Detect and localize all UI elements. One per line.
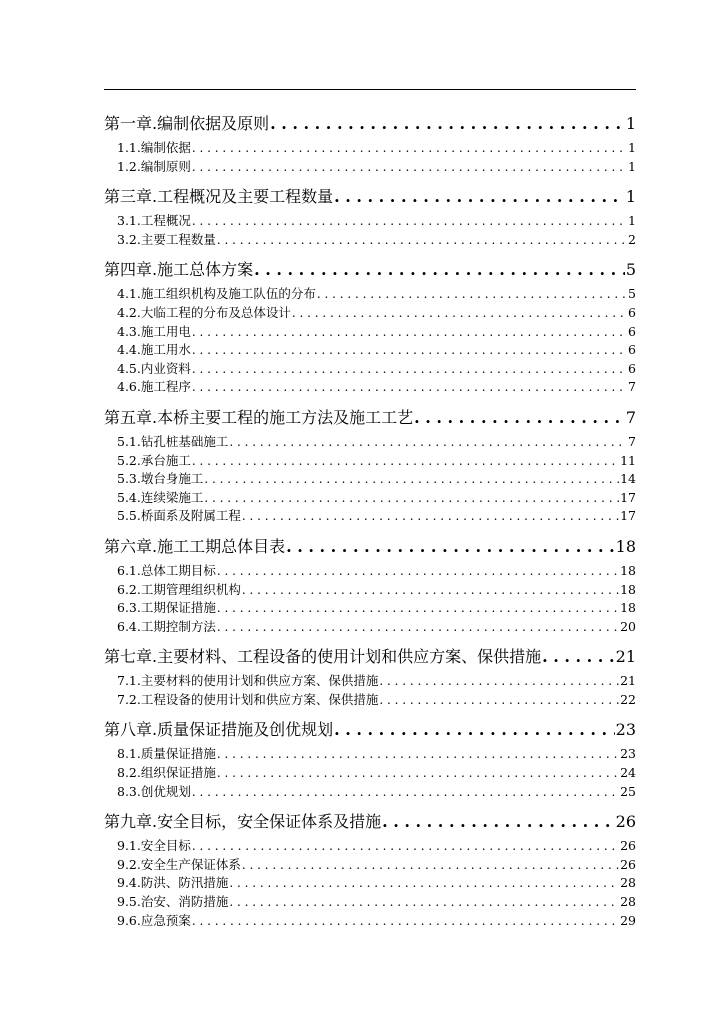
section-title: 5.3.墩台身施工	[117, 471, 204, 487]
chapter-title: 第八章.质量保证措施及创优规划	[104, 720, 334, 740]
dot-leader	[217, 231, 627, 250]
dot-leader	[217, 764, 619, 783]
toc-section-entry[interactable]	[104, 562, 636, 581]
dot-leader	[217, 745, 619, 764]
section-title: 9.1.安全目标	[117, 838, 191, 854]
section-title: 4.3.施工用电	[117, 323, 191, 339]
section-title: 6.1.总体工期目标	[117, 562, 216, 578]
toc-section-entry[interactable]	[104, 433, 636, 452]
section-page-number: 20	[620, 618, 636, 634]
toc-section-entry[interactable]	[104, 158, 636, 177]
section-page-number: 17	[620, 489, 636, 505]
toc-section-entry[interactable]	[104, 837, 636, 856]
dot-leader	[379, 691, 619, 710]
toc-chapter-entry[interactable]	[104, 645, 636, 669]
toc-section-entry[interactable]	[104, 452, 636, 471]
section-title: 1.1.编制依据	[117, 140, 191, 155]
dot-leader	[192, 912, 619, 931]
toc-section-entry[interactable]	[104, 783, 636, 802]
section-page-number: 26	[620, 856, 636, 872]
chapter-page-number: 5	[625, 260, 636, 280]
dot-leader	[229, 893, 619, 912]
chapter-title: 第九章.安全目标，安全保证体系及措施	[104, 812, 382, 832]
toc-section-entry[interactable]	[104, 672, 636, 691]
dot-leader	[217, 562, 619, 581]
section-page-number: 6	[628, 360, 636, 376]
toc-chapter-entry[interactable]	[104, 535, 636, 559]
section-title: 9.2.安全生产保证体系	[117, 856, 241, 872]
section-page-number: 18	[620, 562, 636, 578]
table-of-contents	[104, 112, 636, 930]
toc-section-entry[interactable]	[104, 691, 636, 710]
section-title: 7.1.主要材料的使用计划和供应方案、保供措施	[117, 673, 379, 689]
chapter-title: 第三章.工程概况及主要工程数量	[104, 187, 334, 207]
section-title: 9.6.应急预案	[117, 912, 191, 928]
dot-leader	[286, 535, 615, 559]
toc-section-entry[interactable]	[104, 912, 636, 931]
toc-section-entry[interactable]	[104, 139, 636, 158]
toc-chapter-entry[interactable]	[104, 718, 636, 742]
dot-leader	[292, 304, 627, 323]
dot-leader	[192, 837, 619, 856]
chapter-title: 第四章.施工总体方案	[104, 260, 254, 280]
dot-leader	[317, 285, 627, 304]
section-title: 6.3.工期保证措施	[117, 600, 216, 616]
dot-leader	[229, 874, 619, 893]
section-title: 6.2.工期管理组织机构	[117, 581, 241, 597]
toc-chapter-entry[interactable]	[104, 810, 636, 834]
section-title: 4.1.施工组织机构及施工队伍的分布	[117, 286, 316, 302]
section-title: 1.2.编制原则	[117, 158, 191, 174]
dot-leader	[217, 618, 619, 637]
section-page-number: 7	[628, 433, 636, 449]
section-title: 8.2.组织保证措施	[117, 765, 216, 781]
section-title: 9.5.治安、消防措施	[117, 894, 229, 910]
section-page-number: 1	[628, 213, 636, 229]
toc-section-entry[interactable]	[104, 764, 636, 783]
section-page-number: 26	[620, 838, 636, 854]
toc-section-entry[interactable]	[104, 212, 636, 231]
dot-leader	[242, 581, 619, 600]
chapter-page-number: 23	[615, 720, 636, 740]
section-title: 7.2.工程设备的使用计划和供应方案、保供措施	[117, 691, 379, 707]
header-rule	[104, 89, 636, 90]
section-title: 5.2.承台施工	[117, 452, 191, 468]
dot-leader	[334, 718, 615, 742]
section-page-number: 6	[628, 323, 636, 339]
chapter-page-number: 18	[615, 536, 636, 556]
dot-leader	[192, 783, 619, 802]
dot-leader	[192, 139, 627, 158]
toc-section-entry[interactable]	[104, 618, 636, 637]
section-page-number: 24	[620, 765, 636, 781]
toc-section-entry[interactable]	[104, 599, 636, 618]
toc-section-entry[interactable]	[104, 304, 636, 323]
toc-section-entry[interactable]	[104, 231, 636, 250]
dot-leader	[192, 212, 627, 231]
chapter-page-number: 21	[615, 647, 636, 667]
section-title: 5.1.钻孔桩基础施工	[117, 433, 229, 449]
chapter-page-number: 1	[625, 114, 636, 133]
toc-chapter-entry[interactable]	[104, 406, 636, 430]
section-title: 9.4.防洪、防汛措施	[117, 875, 229, 891]
section-page-number: 18	[620, 600, 636, 616]
section-title: 5.4.连续梁施工	[117, 489, 204, 505]
section-page-number: 29	[620, 912, 636, 928]
chapter-title: 第一章.编制依据及原则	[104, 114, 270, 133]
section-title: 8.3.创优规划	[117, 783, 191, 799]
toc-section-entry[interactable]	[104, 581, 636, 600]
dot-leader	[192, 360, 627, 379]
dot-leader	[192, 378, 627, 397]
chapter-title: 第六章.施工工期总体目表	[104, 536, 286, 556]
section-page-number: 23	[620, 746, 636, 762]
toc-section-entry[interactable]	[104, 378, 636, 397]
section-page-number: 7	[628, 379, 636, 395]
chapter-title: 第七章.主要材料、工程设备的使用计划和供应方案、保供措施	[104, 647, 542, 667]
dot-leader	[542, 645, 615, 669]
dot-leader	[254, 258, 625, 282]
section-title: 4.4.施工用水	[117, 342, 191, 358]
section-title: 3.2.主要工程数量	[117, 231, 216, 247]
toc-chapter-entry[interactable]	[104, 185, 636, 209]
chapter-page-number: 7	[625, 407, 636, 427]
dot-leader	[192, 323, 627, 342]
toc-section-entry[interactable]	[104, 893, 636, 912]
chapter-page-number: 26	[615, 812, 636, 832]
dot-leader	[192, 158, 627, 177]
dot-leader	[379, 672, 619, 691]
toc-section-entry[interactable]	[104, 341, 636, 360]
section-page-number: 28	[620, 894, 636, 910]
toc-section-entry[interactable]	[104, 489, 636, 508]
chapter-title: 第五章.本桥主要工程的施工方法及施工工艺	[104, 407, 414, 427]
section-page-number: 1	[628, 158, 636, 174]
toc-section-entry[interactable]	[104, 874, 636, 893]
toc-section-entry[interactable]	[104, 856, 636, 875]
toc-section-entry[interactable]	[104, 285, 636, 304]
section-title: 4.2.大临工程的分布及总体设计	[117, 304, 291, 320]
dot-leader	[270, 112, 625, 136]
chapter-page-number: 1	[625, 187, 636, 207]
toc-section-entry[interactable]	[104, 745, 636, 764]
section-title: 3.1.工程概况	[117, 213, 191, 229]
dot-leader	[242, 507, 619, 526]
section-page-number: 21	[620, 673, 636, 689]
dot-leader	[334, 185, 625, 209]
dot-leader	[192, 452, 619, 471]
dot-leader	[204, 489, 619, 508]
toc-section-entry[interactable]	[104, 470, 636, 489]
section-page-number: 28	[620, 875, 636, 891]
toc-chapter-entry[interactable]	[104, 258, 636, 282]
dot-leader	[229, 433, 627, 452]
dot-leader	[242, 856, 619, 875]
dot-leader	[382, 810, 615, 834]
toc-chapter-entry[interactable]	[104, 112, 636, 136]
section-title: 4.5.内业资料	[117, 360, 191, 376]
toc-section-entry[interactable]	[104, 360, 636, 379]
section-page-number: 6	[628, 342, 636, 358]
dot-leader	[414, 406, 625, 430]
section-page-number: 6	[628, 304, 636, 320]
dot-leader	[192, 341, 627, 360]
section-page-number: 22	[620, 691, 636, 707]
section-page-number: 18	[620, 581, 636, 597]
dot-leader	[217, 599, 619, 618]
section-page-number: 1	[628, 140, 636, 155]
section-page-number: 17	[620, 508, 636, 524]
section-title: 6.4.工期控制方法	[117, 618, 216, 634]
section-title: 8.1.质量保证措施	[117, 746, 216, 762]
section-title: 4.6.施工程序	[117, 379, 191, 395]
section-page-number: 14	[620, 471, 636, 487]
section-title: 5.5.桥面系及附属工程	[117, 508, 241, 524]
toc-section-entry[interactable]	[104, 323, 636, 342]
section-page-number: 5	[628, 286, 636, 302]
section-page-number: 25	[620, 783, 636, 799]
dot-leader	[204, 470, 619, 489]
toc-section-entry[interactable]	[104, 507, 636, 526]
section-page-number: 11	[620, 452, 636, 468]
section-page-number: 2	[628, 231, 636, 247]
